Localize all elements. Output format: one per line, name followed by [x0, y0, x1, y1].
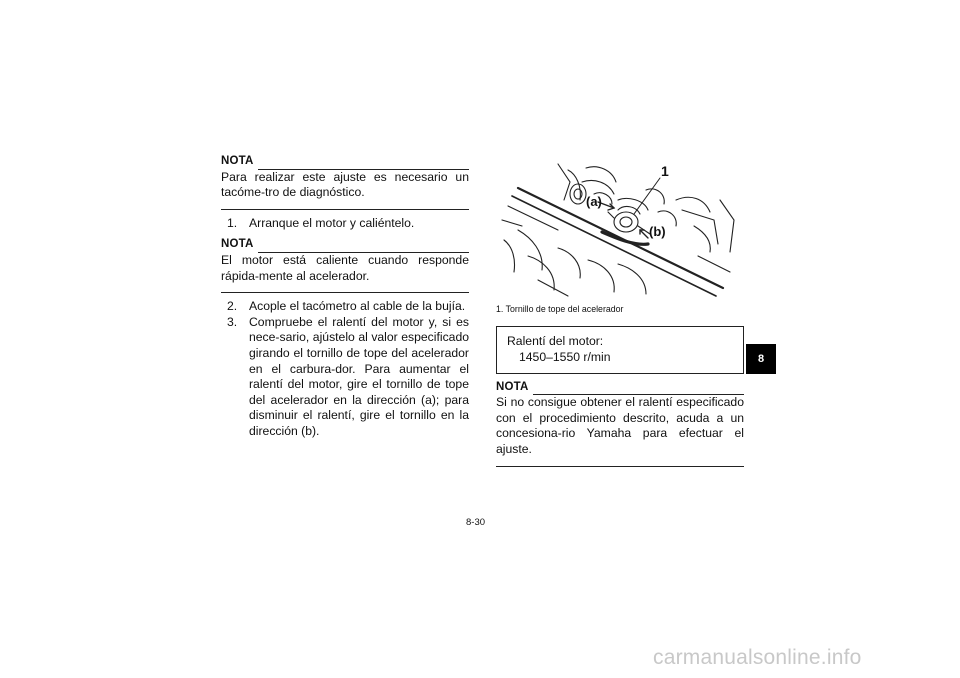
nota-rule	[533, 385, 744, 395]
nota-end-rule	[221, 292, 469, 293]
nota-header	[221, 237, 469, 253]
nota-text: El motor está caliente cuando responde rápida-mente al acelerador.	[221, 252, 469, 283]
page-number: 8-30	[466, 517, 486, 528]
left-column	[221, 154, 469, 446]
callout-1: 1	[661, 163, 669, 179]
nota-text: Si no consigue obtener el ralentí especificado con el procedimiento descrito, acuda a un concesiona-rio Yamaha para efectuar el ajuste.	[496, 395, 744, 456]
step-item	[221, 216, 469, 232]
nota-label: NOTA	[221, 155, 254, 167]
figure-caption: 1. Tornillo de tope del acelerador	[496, 304, 624, 314]
nota-rule	[258, 160, 469, 170]
direction-a-label: (a)	[586, 194, 602, 209]
nota-text: Para realizar este ajuste es necesario un tacóme-tro de diagnóstico.	[221, 169, 469, 200]
nota-end-rule	[221, 209, 469, 210]
nota-header	[221, 154, 469, 170]
right-column	[496, 160, 744, 467]
nota-block-1	[221, 154, 469, 210]
step-item	[221, 299, 469, 315]
chapter-tab: 8	[746, 344, 776, 374]
step-number: 1.	[227, 215, 238, 230]
nota-block-2	[221, 237, 469, 293]
idle-speed-spec-box	[496, 326, 744, 374]
step-text: Acople el tacómetro al cable de la bujía.	[249, 299, 466, 314]
carburetor-drawing	[498, 160, 746, 300]
throttle-stop-screw-illustration	[498, 160, 746, 300]
step-text: Arranque el motor y caliéntelo.	[249, 215, 415, 230]
nota-label: NOTA	[496, 380, 529, 393]
spec-value: 1450–1550 r/min	[519, 349, 611, 364]
nota-label: NOTA	[221, 238, 254, 251]
step-number: 2.	[227, 299, 238, 314]
direction-b-label: (b)	[649, 224, 666, 239]
watermark: carmanualsonline.info	[653, 646, 862, 669]
step-text: Compruebe el ralentí del motor y, si es nece-sario, ajústelo al valor especificado girando el tornillo de tope del acelerador en el carbura-dor. Para aumentar el ralentí del motor, gire el tornillo de tope del acelerador en la dirección (a); para disminuir el ralentí, gire el tornillo en la dirección (b).	[249, 314, 469, 438]
step-list-2	[221, 299, 469, 439]
nota-block-3	[496, 380, 744, 467]
step-item	[221, 315, 469, 440]
nota-end-rule	[496, 466, 744, 467]
step-number: 3.	[227, 314, 238, 329]
step-list-1	[221, 216, 469, 232]
spec-title: Ralentí del motor:	[507, 333, 604, 348]
nota-header	[496, 380, 744, 396]
nota-rule	[258, 243, 469, 253]
